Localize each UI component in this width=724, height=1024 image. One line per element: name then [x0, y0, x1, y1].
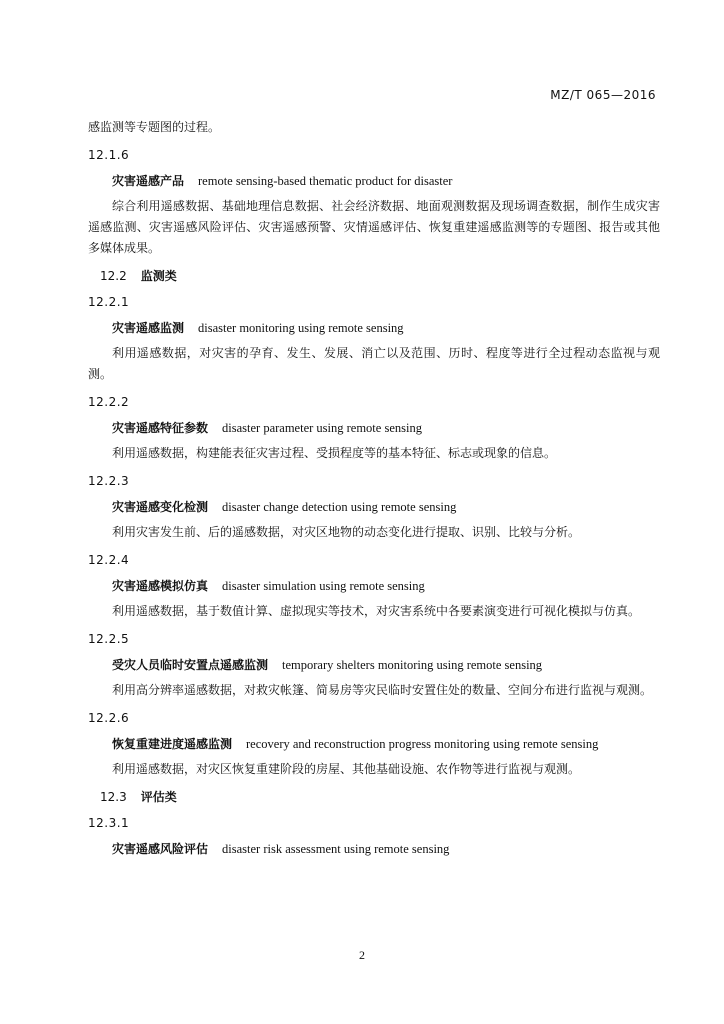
section-title: 评估类: [140, 790, 177, 804]
term-12-2-2: [88, 419, 660, 437]
clause-number-12-2-6: 12.2.6: [88, 711, 130, 725]
clause-number-12-2-3: 12.2.3: [88, 474, 130, 488]
section-12-3: [88, 788, 660, 806]
definition-12-1-6: 综合利用遥感数据、基础地理信息数据、社会经济数据、地面观测数据及现场调查数据，制作生成灾害遥感监测、灾害遥感风险评估、灾害遥感预警、灾情遥感评估、恢复重建遥感监测等的专题图、报告或其他多媒体成果。: [88, 199, 660, 255]
term-zh: 受灾人员临时安置点遥感监测: [112, 658, 269, 672]
term-12-2-6: [88, 735, 660, 753]
clause-number-12-2-2: 12.2.2: [88, 395, 130, 409]
term-en: remote sensing-based thematic product for disaster: [198, 174, 453, 188]
definition-12-2-5: 利用高分辨率遥感数据，对救灾帐篷、简易房等灾民临时安置住处的数量、空间分布进行监视与观测。: [112, 683, 653, 697]
term-en: temporary shelters monitoring using remote sensing: [282, 658, 543, 672]
definition-12-2-3: 利用灾害发生前、后的遥感数据，对灾区地物的动态变化进行提取、识别、比较与分析。: [112, 525, 581, 539]
term-zh: 灾害遥感产品: [112, 174, 185, 188]
term-zh: 灾害遥感监测: [112, 321, 185, 335]
term-en: disaster parameter using remote sensing: [222, 421, 422, 435]
term-en: disaster risk assessment using remote sensing: [222, 842, 450, 856]
definition-12-2-2: 利用遥感数据，构建能表征灾害过程、受损程度等的基本特征、标志或现象的信息。: [112, 446, 557, 460]
term-12-2-3: [88, 498, 660, 516]
page-number: 2: [359, 948, 365, 962]
term-en: disaster monitoring using remote sensing: [198, 321, 404, 335]
section-number: 12.3: [100, 790, 127, 804]
term-12-2-5: [88, 656, 660, 674]
clause-number-12-2-4: 12.2.4: [88, 553, 130, 567]
term-zh: 灾害遥感风险评估: [112, 842, 209, 856]
clause-number-12-1-6: 12.1.6: [88, 148, 130, 162]
term-zh: 灾害遥感模拟仿真: [112, 579, 209, 593]
standard-code-header: MZ/T 065—2016: [550, 88, 656, 102]
term-12-2-1: [88, 319, 660, 337]
section-title: 监测类: [140, 269, 177, 283]
term-12-1-6: [88, 172, 660, 190]
term-12-2-4: [88, 577, 660, 595]
section-12-2: [88, 267, 660, 285]
clause-number-12-3-1: 12.3.1: [88, 816, 130, 830]
term-en: disaster change detection using remote sensing: [222, 500, 457, 514]
definition-12-2-6: 利用遥感数据，对灾区恢复重建阶段的房屋、其他基础设施、农作物等进行监视与观测。: [112, 762, 581, 776]
term-en: recovery and reconstruction progress monitoring using remote sensing: [246, 737, 599, 751]
definition-12-2-1: 利用遥感数据，对灾害的孕育、发生、发展、消亡以及范围、历时、程度等进行全过程动态监视与观测。: [88, 346, 660, 381]
definition-12-2-4: 利用遥感数据，基于数值计算、虚拟现实等技术，对灾害系统中各要素演变进行可视化模拟与仿真。: [112, 604, 641, 618]
page-content: [88, 117, 660, 864]
clause-number-12-2-1: 12.2.1: [88, 295, 130, 309]
term-zh: 恢复重建进度遥感监测: [112, 737, 233, 751]
clause-number-12-2-5: 12.2.5: [88, 632, 130, 646]
continuation-text: 感监测等专题图的过程。: [88, 120, 221, 134]
term-en: disaster simulation using remote sensing: [222, 579, 425, 593]
term-12-3-1: [88, 840, 660, 858]
term-zh: 灾害遥感特征参数: [112, 421, 209, 435]
section-number: 12.2: [100, 269, 127, 283]
term-zh: 灾害遥感变化检测: [112, 500, 209, 514]
